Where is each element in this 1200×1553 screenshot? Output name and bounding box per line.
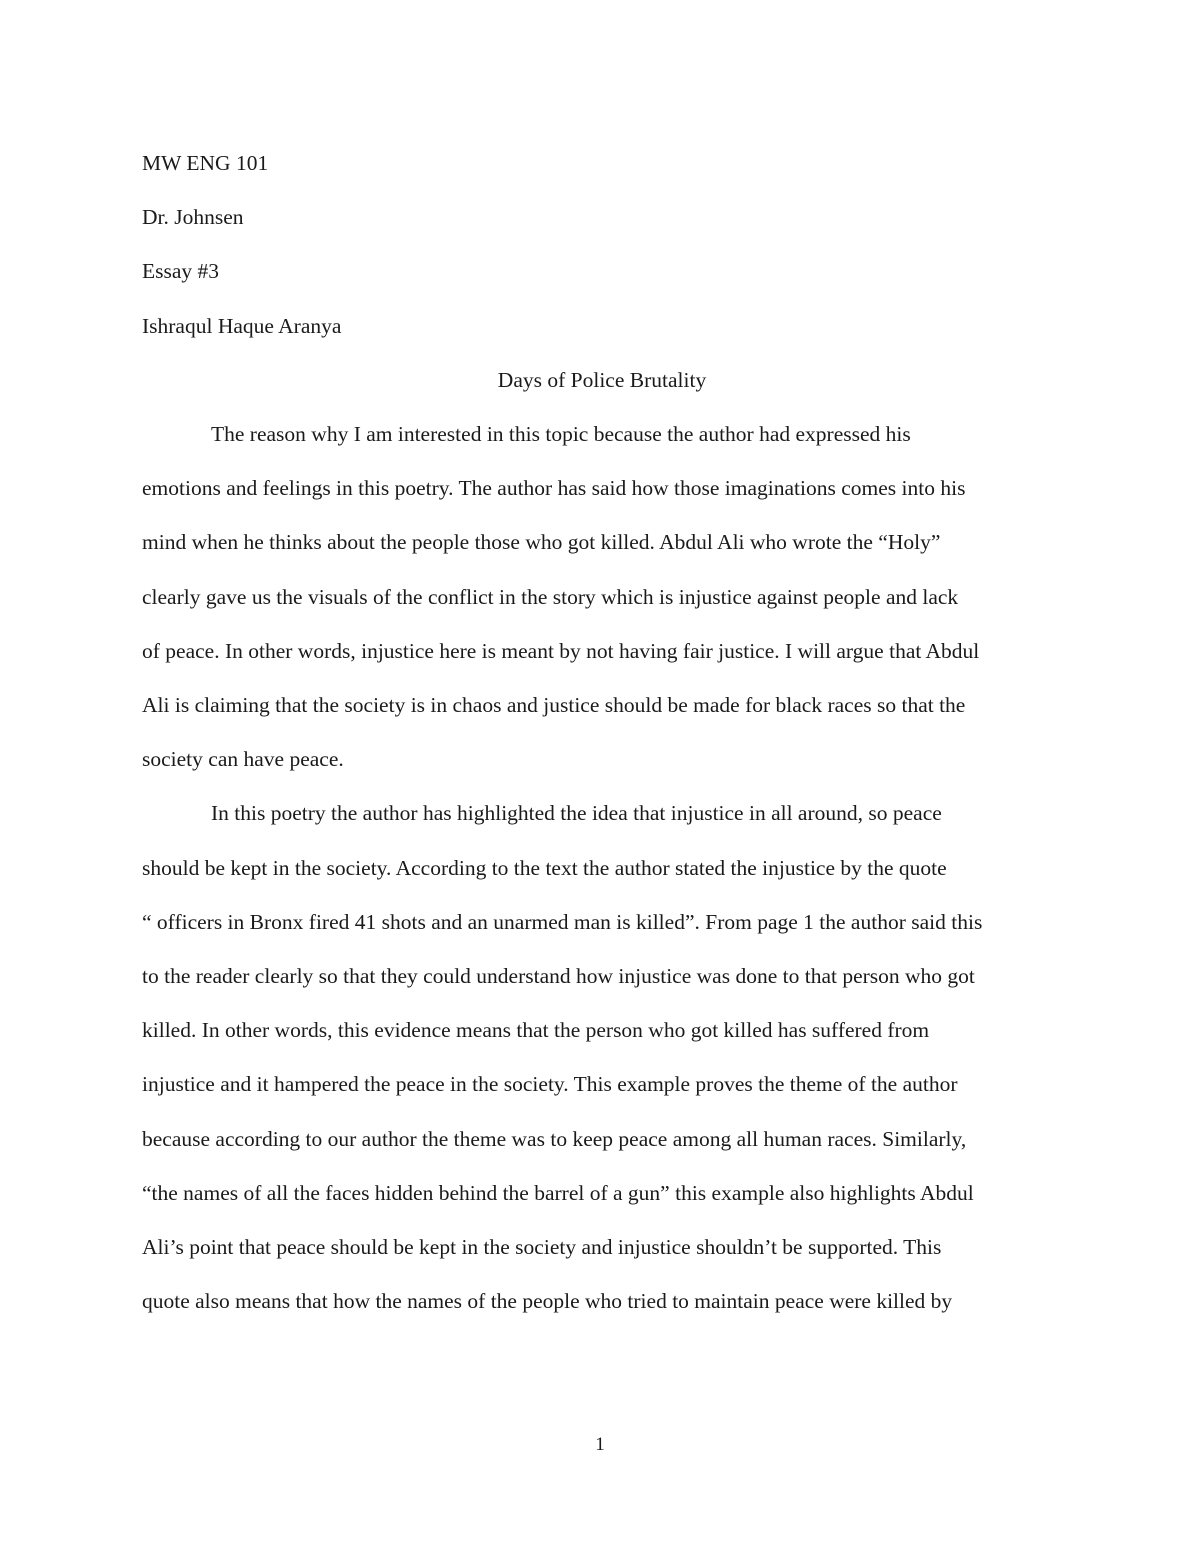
text-line: Ali’s point that peace should be kept in the society and injustice shouldn’t be supported. This [142,1235,942,1260]
text-line: “the names of all the faces hidden behind the barrel of a gun” this example also highlights Abdul [142,1180,974,1205]
paragraph-2 [142,786,1062,1328]
text-line: clearly gave us the visuals of the conflict in the story which is injustice against people and lack [142,584,959,609]
text-line: killed. In other words, this evidence means that the person who got killed has suffered from [142,1018,930,1043]
text-line: society can have peace. [142,747,344,772]
text-line: emotions and feelings in this poetry. The author has said how those imaginations comes into his [142,476,966,501]
text-line: injustice and it hampered the peace in the society. This example proves the theme of the author [142,1072,958,1097]
text-line: because according to our author the theme was to keep peace among all human races. Similarly, [142,1126,967,1151]
paragraph-1 [142,407,1062,786]
page-number: 1 [595,1434,605,1455]
text-line: Ali is claiming that the society is in chaos and justice should be made for black races so that the [142,693,966,718]
student-name-line: Ishraqul Haque Aranya [142,313,342,338]
course-line: MW ENG 101 [142,151,269,175]
document-body [142,136,1062,1328]
assignment-line: Essay #3 [142,259,220,284]
essay-title: Days of Police Brutality [497,367,707,392]
text-line: In this poetry the author has highlighted the idea that injustice in all around, so peace [211,801,942,826]
text-line: should be kept in the society. According to the text the author stated the injustice by the quote [142,855,947,880]
text-line: “ officers in Bronx fired 41 shots and an unarmed man is killed”. From page 1 the author said this [142,909,983,934]
text-line: mind when he thinks about the people those who got killed. Abdul Ali who wrote the “Holy” [142,530,941,555]
text-line: to the reader clearly so that they could understand how injustice was done to that person who got [142,964,975,989]
instructor-line: Dr. Johnsen [142,205,244,230]
text-line: of peace. In other words, injustice here is meant by not having fair justice. I will argue that Abdul [142,638,980,663]
text-line: The reason why I am interested in this topic because the author had expressed his [211,422,911,447]
text-line: quote also means that how the names of the people who tried to maintain peace were killed by [142,1289,953,1314]
